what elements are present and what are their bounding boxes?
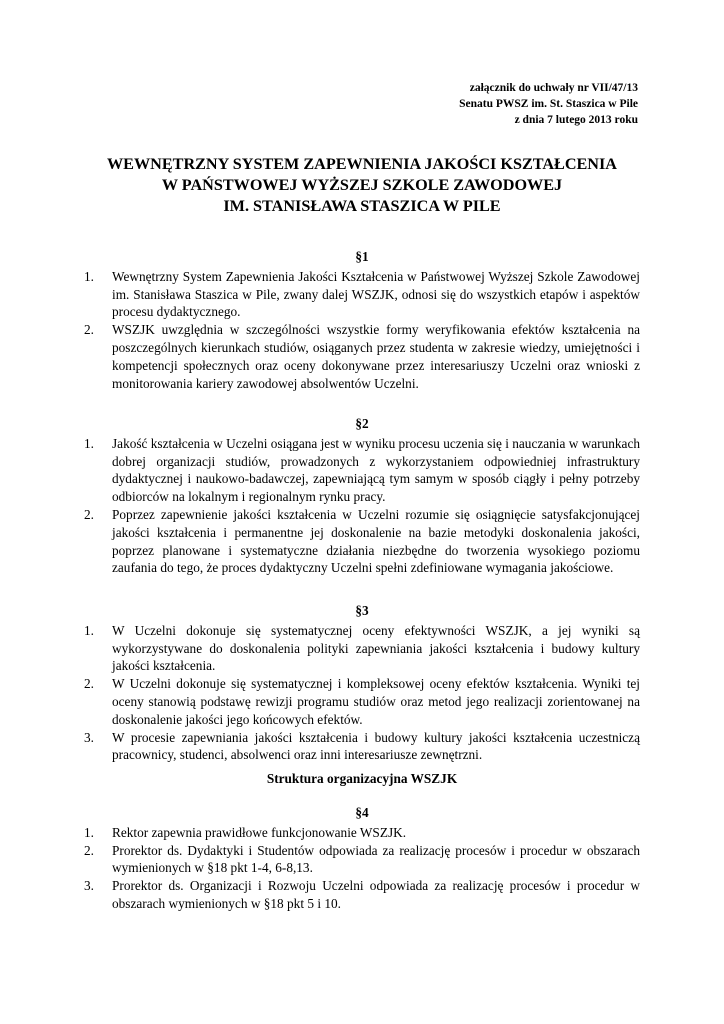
item-text: WSZJK uwzględnia w szczególności wszystkie formy weryfikowania efektów kształcenia na poszczególnych kierunkach studiów, osiąganych przez studenta w zakresie wiedzy, umiejętności i kompetencji społecznych oraz oceny dokonywane przez interesariuszy Uczelni oraz wnioski z monitorowania kariery zawodowej absolwentów Uczelni. xyxy=(112,322,640,391)
list-item xyxy=(84,824,640,842)
list-item xyxy=(84,268,640,321)
list-item xyxy=(84,435,640,506)
item-text: Prorektor ds. Organizacji i Rozwoju Uczelni odpowiada za realizację procesów i procedur w obszarach wymienionych w §18 pkt 5 i 10. xyxy=(112,878,640,911)
section-list xyxy=(84,622,640,764)
item-text: W Uczelni dokonuje się systematycznej i kompleksowej oceny efektów kształcenia. Wyniki tej oceny stanowią podstawę rewizji programu studiów oraz metod jego realizacji zorientowanej na doskonalenie jakości jego końcowych efektów. xyxy=(112,676,640,727)
item-number: 2. xyxy=(84,842,94,858)
resolution-note-line-1: załącznik do uchwały nr VII/47/13 xyxy=(469,82,638,94)
item-number: 1. xyxy=(84,622,94,638)
list-item xyxy=(84,675,640,728)
section-heading: §4 xyxy=(355,805,369,820)
organizational-structure-heading: Struktura organizacyjna WSZJK xyxy=(266,771,458,786)
title-line-2: W PAŃSTWOWEJ WYŻSZEJ SZKOLE ZAWODOWEJ xyxy=(161,176,563,194)
section-heading: §1 xyxy=(355,249,369,264)
document-title xyxy=(0,154,724,217)
item-text: Rektor zapewnia prawidłowe funkcjonowanie WSZJK. xyxy=(112,824,407,840)
section-heading: §2 xyxy=(355,416,369,431)
section-1 xyxy=(84,248,640,392)
item-text: Wewnętrzny System Zapewnienia Jakości Kształcenia w Państwowej Wyższej Szkole Zawodowej im. Stanisława Staszica w Pile, zwany dalej WSZJK, odnosi się do wszystkich etapów i aspektów procesu dydaktycznego. xyxy=(112,268,640,320)
item-number: 2. xyxy=(84,322,94,338)
resolution-note xyxy=(459,80,638,128)
section-list xyxy=(84,268,640,393)
resolution-note-line-2: Senatu PWSZ im. St. Staszica w Pile xyxy=(459,98,638,110)
list-item xyxy=(84,506,640,577)
title-line-1: WEWNĘTRZNY SYSTEM ZAPEWNIENIA JAKOŚCI KSZTAŁCENIA xyxy=(106,155,617,173)
section-list xyxy=(84,435,640,577)
resolution-note-line-3: z dnia 7 lutego 2013 roku xyxy=(514,114,638,126)
item-number: 3. xyxy=(84,878,94,894)
list-item xyxy=(84,321,640,392)
title-line-3: IM. STANISŁAWA STASZICA W PILE xyxy=(223,197,501,215)
list-item xyxy=(84,622,640,675)
section-3 xyxy=(84,602,640,764)
section-heading: §3 xyxy=(355,603,369,618)
item-number: 1. xyxy=(84,824,94,840)
section-list xyxy=(84,824,640,913)
item-text: W Uczelni dokonuje się systematycznej oceny efektywności WSZJK, a jej wyniki są wykorzystywane do doskonalenia polityki zapewniania jakości kształcenia i budowy kultury jakości kształcenia. xyxy=(112,622,640,674)
item-number: 1. xyxy=(84,435,94,451)
section-2 xyxy=(84,415,640,577)
item-text: Jakość kształcenia w Uczelni osiągana jest w wyniku procesu uczenia się i nauczania w warunkach dobrej organizacji studiów, prowadzonych z wykorzystaniem odpowiedniej infrastruktury dydaktycznej i naukowo-badawczej, zapewniającą tym samym w sposób ciągły i pełny potrzeby odbiorców na lokalnym i regionalnym rynku pracy. xyxy=(112,435,640,505)
item-text: Poprzez zapewnienie jakości kształcenia w Uczelni rozumie się osiągnięcie satysfakcjonującej jakości kształcenia i permanentne jej doskonalenie na bazie metodyki doskonalenia jakości, poprzez planowane i systematyczne działania niezbędne do tworzenia wysokiego poziomu zaufania do tego, że proces dydaktyczny Uczelni spełni zdefiniowane wymagania jakościowe. xyxy=(112,506,640,576)
list-item xyxy=(84,729,640,765)
list-item xyxy=(84,877,640,913)
list-item xyxy=(84,842,640,878)
section-4 xyxy=(84,804,640,913)
item-number: 2. xyxy=(84,506,94,522)
item-number: 3. xyxy=(84,729,94,745)
item-number: 2. xyxy=(84,676,94,692)
item-text: Prorektor ds. Dydaktyki i Studentów odpowiada za realizację procesów i procedur w obszarach wymienionych w §18 pkt 1-4, 6-8,13. xyxy=(112,842,640,876)
item-number: 1. xyxy=(84,268,94,284)
item-text: W procesie zapewniania jakości kształcenia i budowy kultury jakości kształcenia uczestniczą pracownicy, studenci, absolwenci oraz inni interesariusze zewnętrzni. xyxy=(112,729,640,763)
